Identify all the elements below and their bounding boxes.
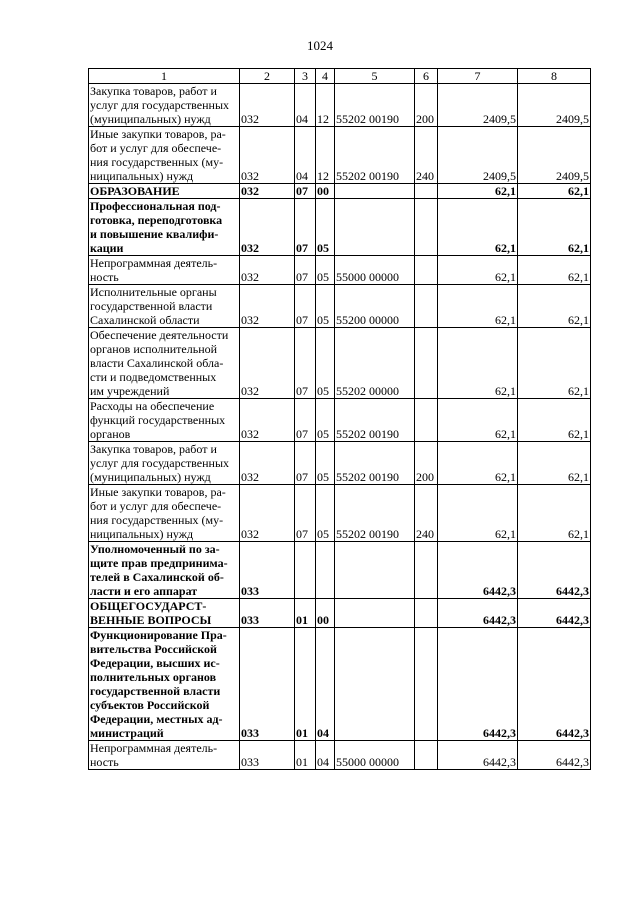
cell-c3: 07: [295, 485, 316, 542]
header-cell: 1: [89, 69, 240, 84]
row-name-line: ОБРАЗОВАНИЕ: [90, 184, 180, 198]
cell-c8: 6442,3: [518, 628, 591, 741]
cell-c8: 2409,5: [518, 127, 591, 184]
cell-c2: 032: [240, 485, 295, 542]
cell-c7: 62,1: [438, 285, 518, 328]
cell-c4: 04: [316, 628, 335, 741]
row-name-line: Непрограммная деятель-: [90, 256, 218, 270]
row-name-line: бот и услуг для обеспече-: [90, 499, 222, 513]
cell-c6: [415, 741, 438, 770]
cell-c7: 2409,5: [438, 127, 518, 184]
header-cell: 8: [518, 69, 591, 84]
cell-c6: [415, 628, 438, 741]
row-name-line: ВЕННЫЕ ВОПРОСЫ: [90, 613, 212, 627]
cell-c5: [335, 628, 415, 741]
cell-c6: 200: [415, 84, 438, 127]
row-name-line: вительства Российской: [90, 642, 217, 656]
row-name-line: Закупка товаров, работ и: [90, 84, 217, 98]
row-name-line: власти Сахалинской обла-: [90, 356, 224, 370]
row-name-line: ность: [90, 270, 119, 284]
cell-c4: 04: [316, 741, 335, 770]
cell-c4: 00: [316, 599, 335, 628]
row-name-line: Сахалинской области: [90, 313, 200, 327]
cell-c8: 62,1: [518, 442, 591, 485]
cell-c4: 12: [316, 127, 335, 184]
row-name-cell: [89, 442, 240, 485]
cell-c4: 12: [316, 84, 335, 127]
row-name-line: органов исполнительной: [90, 342, 218, 356]
table-row: [89, 328, 591, 399]
table-row: [89, 127, 591, 184]
cell-c5: 55202 00190: [335, 399, 415, 442]
cell-c8: 62,1: [518, 399, 591, 442]
header-cell: 2: [240, 69, 295, 84]
cell-c7: 62,1: [438, 184, 518, 199]
cell-c3: 01: [295, 599, 316, 628]
cell-c8: 62,1: [518, 199, 591, 256]
row-name-line: Функционирование Пра-: [90, 628, 227, 642]
cell-c4: 05: [316, 442, 335, 485]
row-name-line: государственной власти: [90, 299, 213, 313]
row-name-line: услуг для государственных: [90, 456, 230, 470]
table-row: [89, 485, 591, 542]
row-name-cell: [89, 542, 240, 599]
row-name-line: Расходы на обеспечение: [90, 399, 215, 413]
cell-c7: 62,1: [438, 399, 518, 442]
cell-c5: 55000 00000: [335, 741, 415, 770]
row-name-line: Федерации, высших ис-: [90, 656, 220, 670]
cell-c8: 6442,3: [518, 599, 591, 628]
cell-c7: 62,1: [438, 199, 518, 256]
row-name-line: щите прав предпринима-: [90, 556, 228, 570]
header-cell: 7: [438, 69, 518, 84]
cell-c8: 62,1: [518, 184, 591, 199]
row-name-line: ласти и его аппарат: [90, 584, 198, 598]
header-cell: 3: [295, 69, 316, 84]
cell-c6: [415, 184, 438, 199]
cell-c5: [335, 184, 415, 199]
row-name-line: субъектов Российской: [90, 698, 210, 712]
row-name-line: функций государственных: [90, 413, 226, 427]
cell-c4: 05: [316, 199, 335, 256]
table-row: [89, 741, 591, 770]
cell-c8: 6442,3: [518, 741, 591, 770]
budget-table: [88, 68, 591, 770]
header-row: [89, 69, 591, 84]
cell-c5: 55202 00190: [335, 127, 415, 184]
cell-c6: 200: [415, 442, 438, 485]
cell-c2: 032: [240, 84, 295, 127]
cell-c2: 032: [240, 256, 295, 285]
row-name-line: ния государственных (му-: [90, 155, 224, 169]
cell-c2: 032: [240, 127, 295, 184]
table-row: [89, 542, 591, 599]
table-row: [89, 256, 591, 285]
row-name-line: кации: [90, 241, 124, 255]
cell-c5: [335, 542, 415, 599]
row-name-cell: [89, 184, 240, 199]
cell-c4: [316, 542, 335, 599]
cell-c4: 05: [316, 485, 335, 542]
row-name-line: (муниципальных) нужд: [90, 470, 211, 484]
row-name-line: Иные закупки товаров, ра-: [90, 485, 226, 499]
cell-c6: 240: [415, 127, 438, 184]
cell-c2: 033: [240, 599, 295, 628]
row-name-line: ность: [90, 755, 119, 769]
cell-c8: 6442,3: [518, 542, 591, 599]
cell-c7: 62,1: [438, 485, 518, 542]
cell-c4: 00: [316, 184, 335, 199]
table-row: [89, 628, 591, 741]
row-name-line: бот и услуг для обеспече-: [90, 141, 222, 155]
row-name-line: Федерации, местных ад-: [90, 712, 223, 726]
row-name-cell: [89, 285, 240, 328]
row-name-cell: [89, 599, 240, 628]
cell-c5: 55200 00000: [335, 285, 415, 328]
cell-c6: [415, 599, 438, 628]
cell-c8: 62,1: [518, 285, 591, 328]
cell-c7: 6442,3: [438, 599, 518, 628]
cell-c5: 55202 00190: [335, 485, 415, 542]
cell-c3: 07: [295, 256, 316, 285]
cell-c4: 05: [316, 399, 335, 442]
cell-c7: 62,1: [438, 256, 518, 285]
row-name-cell: [89, 628, 240, 741]
cell-c2: 033: [240, 628, 295, 741]
page-number: 1024: [307, 38, 333, 53]
row-name-line: сти и подведомственных: [90, 370, 217, 384]
table-row: [89, 399, 591, 442]
row-name-line: им учреждений: [90, 384, 170, 398]
row-name-line: готовка, переподготовка: [90, 213, 223, 227]
row-name-cell: [89, 485, 240, 542]
row-name-cell: [89, 127, 240, 184]
header-cell: 4: [316, 69, 335, 84]
row-name-line: государственной власти: [90, 684, 221, 698]
cell-c4: 05: [316, 285, 335, 328]
cell-c5: 55202 00190: [335, 84, 415, 127]
cell-c3: 04: [295, 84, 316, 127]
cell-c7: 2409,5: [438, 84, 518, 127]
cell-c2: 032: [240, 184, 295, 199]
row-name-line: и повышение квалифи-: [90, 227, 219, 241]
row-name-line: Профессиональная под-: [90, 199, 221, 213]
row-name-line: услуг для государственных: [90, 98, 230, 112]
row-name-line: полнительных органов: [90, 670, 217, 684]
cell-c3: 07: [295, 199, 316, 256]
row-name-line: ния государственных (му-: [90, 513, 224, 527]
row-name-line: Закупка товаров, работ и: [90, 442, 217, 456]
header-cell: 6: [415, 69, 438, 84]
cell-c7: 62,1: [438, 328, 518, 399]
table-row: [89, 599, 591, 628]
row-name-line: Иные закупки товаров, ра-: [90, 127, 226, 141]
cell-c7: 6442,3: [438, 628, 518, 741]
table-row: [89, 285, 591, 328]
table-row: [89, 442, 591, 485]
cell-c8: 62,1: [518, 485, 591, 542]
cell-c6: [415, 256, 438, 285]
cell-c2: 032: [240, 442, 295, 485]
row-name-line: Уполномоченный по за-: [90, 542, 220, 556]
row-name-line: телей в Сахалинской об-: [90, 570, 224, 584]
cell-c5: [335, 199, 415, 256]
cell-c2: 032: [240, 399, 295, 442]
cell-c3: 07: [295, 328, 316, 399]
row-name-line: ниципальных) нужд: [90, 527, 194, 541]
header-cell: 5: [335, 69, 415, 84]
cell-c7: 62,1: [438, 442, 518, 485]
row-name-cell: [89, 328, 240, 399]
row-name-line: ОБЩЕГОСУДАРСТ-: [90, 599, 207, 613]
cell-c3: 01: [295, 628, 316, 741]
cell-c3: 07: [295, 399, 316, 442]
cell-c6: [415, 542, 438, 599]
cell-c5: [335, 599, 415, 628]
cell-c8: 62,1: [518, 328, 591, 399]
cell-c2: 032: [240, 199, 295, 256]
cell-c6: [415, 199, 438, 256]
row-name-cell: [89, 399, 240, 442]
cell-c2: 032: [240, 285, 295, 328]
row-name-cell: [89, 256, 240, 285]
cell-c6: [415, 399, 438, 442]
cell-c3: 07: [295, 442, 316, 485]
cell-c7: 6442,3: [438, 741, 518, 770]
row-name-line: Обеспечение деятельности: [90, 328, 229, 342]
cell-c5: 55202 00000: [335, 328, 415, 399]
cell-c6: 240: [415, 485, 438, 542]
row-name-cell: [89, 199, 240, 256]
row-name-cell: [89, 84, 240, 127]
cell-c5: 55202 00190: [335, 442, 415, 485]
cell-c3: 04: [295, 127, 316, 184]
table-row: [89, 184, 591, 199]
row-name-line: Непрограммная деятель-: [90, 741, 218, 755]
cell-c4: 05: [316, 328, 335, 399]
cell-c2: 032: [240, 328, 295, 399]
cell-c7: 6442,3: [438, 542, 518, 599]
cell-c2: 033: [240, 542, 295, 599]
row-name-line: ниципальных) нужд: [90, 169, 194, 183]
cell-c5: 55000 00000: [335, 256, 415, 285]
row-name-line: органов: [90, 427, 131, 441]
cell-c6: [415, 328, 438, 399]
row-name-line: (муниципальных) нужд: [90, 112, 211, 126]
cell-c3: 07: [295, 285, 316, 328]
cell-c8: 62,1: [518, 256, 591, 285]
row-name-line: Исполнительные органы: [90, 285, 217, 299]
cell-c3: 01: [295, 741, 316, 770]
table-row: [89, 84, 591, 127]
cell-c3: [295, 542, 316, 599]
cell-c8: 2409,5: [518, 84, 591, 127]
cell-c2: 033: [240, 741, 295, 770]
cell-c6: [415, 285, 438, 328]
row-name-line: министраций: [90, 726, 164, 740]
cell-c3: 07: [295, 184, 316, 199]
table-row: [89, 199, 591, 256]
row-name-cell: [89, 741, 240, 770]
cell-c4: 05: [316, 256, 335, 285]
